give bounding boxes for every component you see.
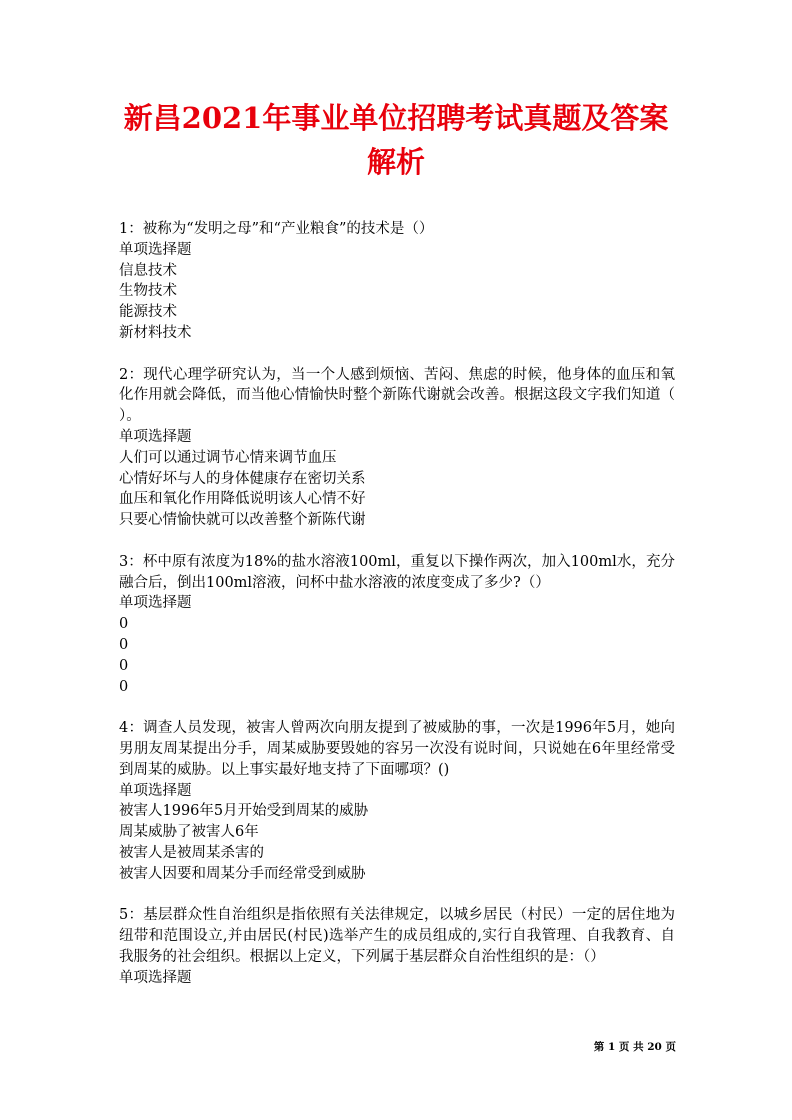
answer-option: 被害人是被周某杀害的	[119, 844, 264, 861]
title-line-2: 解析	[366, 145, 425, 179]
question-1	[119, 219, 675, 344]
answer-option: 0	[119, 636, 129, 653]
question-text: 4：调查人员发现，被害人曾两次向朋友提到了被威胁的事，一次是1996年5月，她向男朋友周某提出分手，周某威胁要毁她的容另一次没有说时间，只说她在6年里经常受到周某的威胁。以上事实最好地支持了下面哪项？()	[119, 720, 675, 778]
answer-option: 0	[119, 657, 129, 674]
answer-option: 人们可以通过调节心情来调节血压	[119, 449, 337, 466]
answer-option: 被害人1996年5月开始受到周某的威胁	[119, 803, 369, 820]
answer-option: 心情好坏与人的身体健康存在密切关系	[119, 470, 366, 487]
answer-option: 只要心情愉快就可以改善整个新陈代谢	[119, 512, 366, 529]
question-4	[119, 718, 675, 884]
answer-option: 0	[119, 616, 129, 633]
question-3	[119, 552, 675, 698]
question-type: 单项选择题	[119, 782, 192, 799]
document-title	[100, 96, 692, 184]
page-number: 第 1 页 共 20 页	[593, 1041, 676, 1053]
question-text: 3：杯中原有浓度为18%的盐水溶液100ml，重复以下操作两次，加入100ml水，充分融合后，倒出100ml溶液，问杯中盐水溶液的浓度变成了多少?（）	[119, 553, 675, 591]
title-line-1: 新昌2021年事业单位招聘考试真题及答案	[123, 101, 669, 135]
answer-option: 血压和氧化作用降低说明该人心情不好	[119, 491, 366, 508]
answer-option: 生物技术	[119, 283, 177, 300]
question-type: 单项选择题	[119, 241, 192, 258]
question-text: 5：基层群众性自治组织是指依照有关法律规定，以城乡居民（村民）一定的居住地为纽带和范围设立,并由居民(村民)选举产生的成员组成的,实行自我管理、自我教育、自我服务的社会组织。根据以上定义，下列属于基层群众自治性组织的是：（）	[119, 907, 675, 965]
question-2	[119, 365, 675, 531]
question-text: 1：被称为“发明之母”和“产业粮食”的技术是（）	[119, 221, 434, 237]
answer-option: 新材料技术	[119, 324, 192, 341]
question-type: 单项选择题	[119, 595, 192, 612]
answer-option: 0	[119, 678, 129, 695]
answer-option: 被害人因要和周某分手而经常受到威胁	[119, 865, 366, 882]
answer-option: 周某威胁了被害人6年	[119, 824, 259, 841]
answer-option: 能源技术	[119, 304, 177, 321]
question-5	[119, 905, 675, 988]
question-type: 单项选择题	[119, 969, 192, 986]
question-text: 2：现代心理学研究认为，当一个人感到烦恼、苦闷、焦虑的时候，他身体的血压和氧化作用就会降低，而当他心情愉快时整个新陈代谢就会改善。根据这段文字我们知道（ ）。	[119, 366, 675, 425]
answer-option: 信息技术	[119, 262, 177, 279]
question-list	[119, 219, 675, 1009]
question-type: 单项选择题	[119, 428, 192, 445]
